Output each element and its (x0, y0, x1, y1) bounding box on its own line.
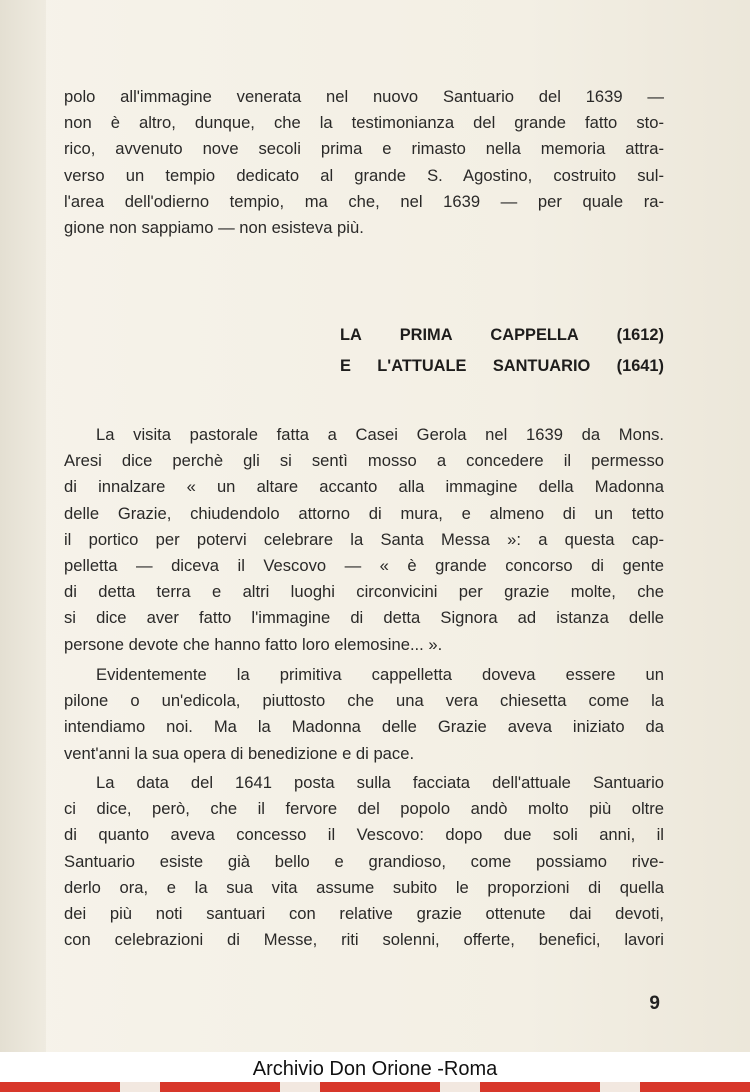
cover-edge-stripe (0, 1082, 750, 1092)
text-line: pilone o un'edicola, piuttosto che una vera chiesetta come la (64, 691, 664, 711)
text-line: Aresi dice perchè gli si sentì mosso a concedere il permesso (64, 451, 664, 471)
text-line: non è altro, dunque, che la testimonianza del grande fatto sto- (64, 113, 664, 133)
paragraph-1 (64, 422, 664, 658)
top-paragraph (64, 84, 664, 241)
text-line: di innalzare « un altare accanto alla immagine della Madonna (64, 477, 664, 497)
section-heading (340, 320, 664, 382)
text-line: vent'anni la sua opera di benedizione e di pace. (64, 743, 415, 763)
text-line: polo all'immagine venerata nel nuovo Santuario del 1639 — (64, 87, 664, 106)
text-line: ci dice, però, che il fervore del popolo andò molto più oltre (64, 799, 664, 819)
text-line: di detta terra e altri luoghi circonvicini per grazie molte, che (64, 582, 664, 602)
text-line: intendiamo noi. Ma la Madonna delle Grazie aveva iniziato da (64, 717, 664, 737)
text-line: Santuario esiste già bello e grandioso, come possiamo rive- (64, 851, 664, 871)
text-line: il portico per potervi celebrare la Santa Messa »: a questa cap- (64, 529, 664, 549)
text-line: derlo ora, e la sua vita assume subito le proporzioni di quella (64, 877, 664, 897)
page-gutter (0, 0, 46, 1092)
text-line: dei più noti santuari con relative grazie ottenute dai devoti, (64, 903, 664, 923)
text-line: pelletta — diceva il Vescovo — « è grande concorso di gente (64, 555, 664, 575)
heading-line-1: LA PRIMA CAPPELLA (1612) (340, 326, 664, 344)
text-line: con celebrazioni di Messe, riti solenni, offerte, benefici, lavori (64, 930, 664, 950)
text-line: La visita pastorale fatta a Casei Gerola nel 1639 da Mons. (96, 425, 664, 444)
text-line: Evidentemente la primitiva cappelletta doveva essere un (96, 665, 664, 684)
text-line: di quanto aveva concesso il Vescovo: dopo due soli anni, il (64, 825, 664, 845)
page-number: 9 (649, 993, 660, 1014)
text-line: La data del 1641 posta sulla facciata dell'attuale Santuario (96, 773, 664, 792)
text-line: gione non sappiamo — non esisteva più. (64, 217, 364, 237)
paragraph-2 (64, 662, 664, 767)
text-line: l'area dell'odierno tempio, ma che, nel 1639 — per quale ra- (64, 191, 664, 211)
text-line: persone devote che hanno fatto loro elemosine... ». (64, 634, 443, 654)
text-line: rico, avvenuto nove secoli prima e rimasto nella memoria attra- (64, 139, 664, 159)
text-line: si dice aver fatto l'immagine di detta Signora ad istanza delle (64, 608, 664, 628)
archive-label: Archivio Don Orione -Roma (252, 1058, 498, 1080)
heading-line-2: E L'ATTUALE SANTUARIO (1641) (340, 357, 664, 375)
paragraph-3 (64, 770, 664, 953)
text-line: verso un tempio dedicato al grande S. Agostino, costruito sul- (64, 165, 664, 185)
text-line: delle Grazie, chiudendolo attorno di mura, e almeno di un tetto (64, 503, 664, 523)
